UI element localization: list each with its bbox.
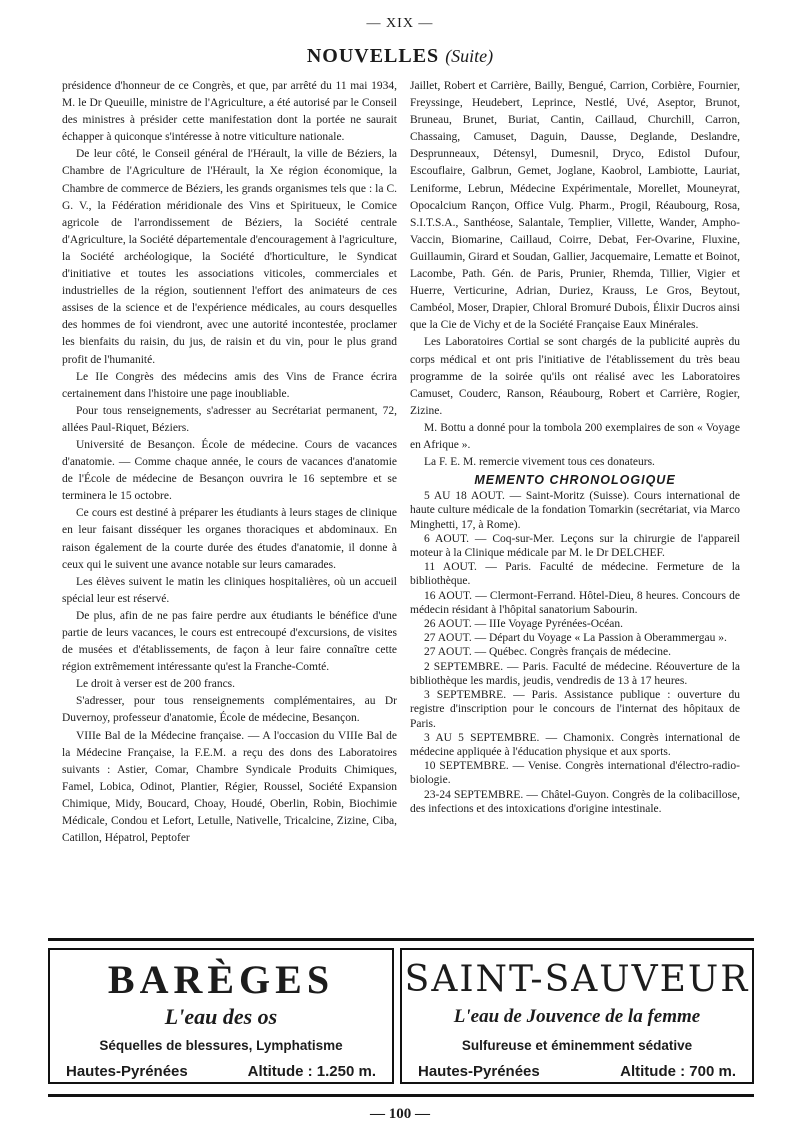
ad-altitude: Altitude : 1.250 m. xyxy=(247,1063,376,1080)
paragraph: M. Bottu a donné pour la tombola 200 exemplaires de son « Voyage en Afrique ». xyxy=(410,421,740,451)
memento-list xyxy=(410,489,740,816)
memento-entry: 2 SEPTEMBRE. — Paris. Faculté de médecine. Réouverture de la bibliothèque les mardis, jeudis, vendredis de 13 à 17 heures. xyxy=(410,660,740,687)
memento-entry: 27 AOUT. — Départ du Voyage « La Passion à Oberammergau ». xyxy=(424,632,727,645)
paragraph: Les Laboratoires Cortial se sont chargés de la publicité auprès du corps médical et ont pris l'initiative de l'établissement du très beau programme de la soirée qu'ils ont réalisé avec les Laboratoires Camuset, Couderc, Ranson, Réaubourg, Robert et Carrière, Rogier, Zizine. xyxy=(410,336,740,417)
paragraph: S'adresser, pour tous renseignements complémentaires, au Dr Duvernoy, professeur d'anatomie, École de médecine, Besançon. xyxy=(62,695,397,725)
left-column xyxy=(62,78,397,847)
page-title xyxy=(0,45,800,68)
paragraph: Le droit à verser est de 200 francs. xyxy=(76,678,236,691)
ad-tagline: L'eau de Jouvence de la femme xyxy=(453,1006,701,1027)
ad-altitude: Altitude : 700 m. xyxy=(620,1063,736,1080)
paragraph: De leur côté, le Conseil général de l'Hérault, la ville de Béziers, la Chambre de l'Agriculture de l'Hérault, la Xe région économique, la Chambre de commerce de Béziers, les grands organismes tels que : la C. G. V., la Fédération méridionale des Vins et Spiritueux, le Comice agricole de l'arrondissement de Béziers, la Société centrale d'Agriculture, la Société départementale d'encouragement à l'agriculture, la Société archéologique, la Société d'horticulture, le Syndicat d'initiative et toutes les associations viticoles, commerciales et industrielles de la région, soutiennent l'effort des animateurs de ces assises de la science et de l'expérience médicales, au cours desquelles des hommes de foi viendront, avec une autorité incontestée, proclamer les bienfaits du raisin, du jus, de raisin et du vin, pour le plus grand profit de l'humanité. xyxy=(62,148,397,366)
ad-info-row xyxy=(50,1063,392,1080)
ad-region: Hautes-Pyrénées xyxy=(66,1063,188,1080)
paragraph: La F. E. M. remercie vivement tous ces donateurs. xyxy=(424,456,655,469)
paragraph: présidence d'honneur de ce Congrès, et que, par arrêté du 11 mai 1934, M. le Dr Queuille, ministre de l'Agriculture, a été autorisé par le Conseil des ministres à présider cette manifestation dont la portée ne saurait échapper à quiconque s'intéresse à notre viticulture nationale. xyxy=(62,80,397,144)
section-subtitle: (Suite) xyxy=(445,46,494,66)
paragraph: De plus, afin de ne pas faire perdre aux étudiants le bénéfice d'une partie de leurs vacances, le cours est entrecoupé d'excursions, de visites de musées et d'établissements, de façon à leur faire connaître cette région extrêmement intéressante qu'est la Franche-Comté. xyxy=(62,609,397,674)
right-column xyxy=(410,78,740,816)
ad-saint-sauveur xyxy=(400,948,754,1084)
paragraph: Pour tous renseignements, s'adresser au Secrétariat permanent, 72, allées Paul-Riquet, Béziers. xyxy=(62,404,397,434)
memento-entry: 23-24 SEPTEMBRE. — Châtel-Guyon. Congrès de la colibacillose, des infections et des intoxications d'origine intestinale. xyxy=(410,788,740,815)
paragraph: Université de Besançon. École de médecine. Cours de vacances d'anatomie. — Comme chaque année, le cours de vacances d'anatomie de l'École de médecine de Besançon ouvrira le 16 septembre et se terminera le 15 octobre. xyxy=(62,438,397,503)
paragraph: Jaillet, Robert et Carrière, Bailly, Bengué, Carrion, Corbière, Fournier, Freyssinge, Heudebert, Leprince, Nestlé, Uvé, Aseptor, Brunot, Bruneau, Brunet, Buriat, Cantin, Caillaud, Churchill, Carron, Chassaing, Camuset, Daguin, Dausse, Deglande, Deslandre, Desprunneaux, Détensyl, Dumesnil, Dryco, Edistol Dufour, Escouflaire, Galbrun, Gemet, Joglane, Kaobrol, Lambiotte, Lauriat, Leniforme, Lebrun, Médecine Expérimentale, Morellet, Mouneyrat, Opocalcium Rançon, Office Vulg. Pharm., Progil, Réaubourg, Rosa, S.I.T.S.A., Santhéose, Salantale, Templier, Villette, Wander, Ampho-Vaccin, Biomarine, Caillaud, Coirre, Debat, Fer-Ovarine, Fluxine, Guillaumin, Girard et Soudan, Gallier, Jacquemaire, Lematte et Boinot, Lacombe, Path. Gén. de Paris, Prunier, Rhemda, Tillier, Vigier et Huerre, Verticurine, Adrian, Duriez, Krauss, Le Gros, Beytout, Cambéol, Moser, Drapier, Chloral Bromuré Dubois, Élixir Ducros ainsi que la Cie de Vichy et de la Société Française Eaux Minérales. xyxy=(410,80,740,332)
ad-name: SAINT-SAUVEUR xyxy=(404,959,750,1000)
paragraph: Ce cours est destiné à préparer les étudiants à leurs stages de clinique en leur faisant disséquer les organes thoraciques et abdominaux. En raison également de la courte durée des études d'anatomie, il donne à ceux qui le suivent une avance notable sur leurs camarades. xyxy=(62,507,397,571)
paragraph: Le IIe Congrès des médecins amis des Vins de France écrira certainement dans l'histoire une page inoubliable. xyxy=(62,370,397,400)
ad-description: Sulfureuse et éminemment sédative xyxy=(461,1038,693,1053)
memento-entry: 11 AOUT. — Paris. Faculté de médecine. Fermeture de la bibliothèque. xyxy=(410,561,740,588)
ad-divider-bottom xyxy=(48,1094,754,1097)
memento-entry: 6 AOUT. — Coq-sur-Mer. Leçons sur la chirurgie de l'appareil moteur à la Clinique médicale par M. le Dr DELCHEF. xyxy=(410,532,740,560)
memento-entry: 27 AOUT. — Québec. Congrès français de médecine. xyxy=(424,646,671,659)
memento-entry: 10 SEPTEMBRE. — Venise. Congrès international d'électro-radio-biologie. xyxy=(410,760,740,787)
memento-entry: 3 AU 5 SEPTEMBRE. — Chamonix. Congrès international de médecine appliquée à l'éducation physique et aux sports. xyxy=(410,731,740,758)
page-number: — 100 — xyxy=(370,1106,430,1122)
ad-tagline: L'eau des os xyxy=(164,1004,278,1029)
ad-region: Hautes-Pyrénées xyxy=(418,1063,540,1080)
roman-page-number: — XIX — xyxy=(366,16,434,31)
memento-entry: 5 AU 18 AOUT. — Saint-Moritz (Suisse). Cours international de haute culture médicale de la fondation Tomarkin (secrétariat, via Marco Minghetti, 17, à Rome). xyxy=(410,490,740,531)
memento-title: MEMENTO CHRONOLOGIQUE xyxy=(474,473,676,488)
memento-entry: 16 AOUT. — Clermont-Ferrand. Hôtel-Dieu, 8 heures. Concours de médecin résidant à l'hôpital sanatorium Sabourin. xyxy=(410,589,740,616)
section-title: NOUVELLES xyxy=(306,45,440,67)
ad-description: Séquelles de blessures, Lymphatisme xyxy=(99,1038,343,1053)
ad-info-row xyxy=(402,1063,752,1080)
paragraph: Les élèves suivent le matin les cliniques hospitalières, où un accueil spécial leur est réservé. xyxy=(62,575,397,605)
memento-entry: 26 AOUT. — IIIe Voyage Pyrénées-Océan. xyxy=(424,618,623,631)
ad-name: BARÈGES xyxy=(107,957,335,1002)
memento-entry: 3 SEPTEMBRE. — Paris. Assistance publique : ouverture du registre d'inscription pour le concours de l'internat des hôpitaux de Paris. xyxy=(410,689,740,730)
ad-divider-top xyxy=(48,938,754,941)
ad-bareges xyxy=(48,948,394,1084)
paragraph: VIIIe Bal de la Médecine française. — A l'occasion du VIIIe Bal de la Médecine Française, la F.E.M. a reçu des dons des Laboratoires suivants : Astier, Comar, Chambre Syndicale Produits Chimiques, Famel, Lobica, Odinot, Plantier, Régier, Roussel, Société Expansion Chimique, Midy, Boucard, Choay, Houdé, Oberlin, Robin, Biochimie Médicale, Condou et Lefort, Letulle, Nativelle, Tricalcine, Zizine, Ciba, Catillon, Hépatrol, Peptofer xyxy=(62,729,397,845)
